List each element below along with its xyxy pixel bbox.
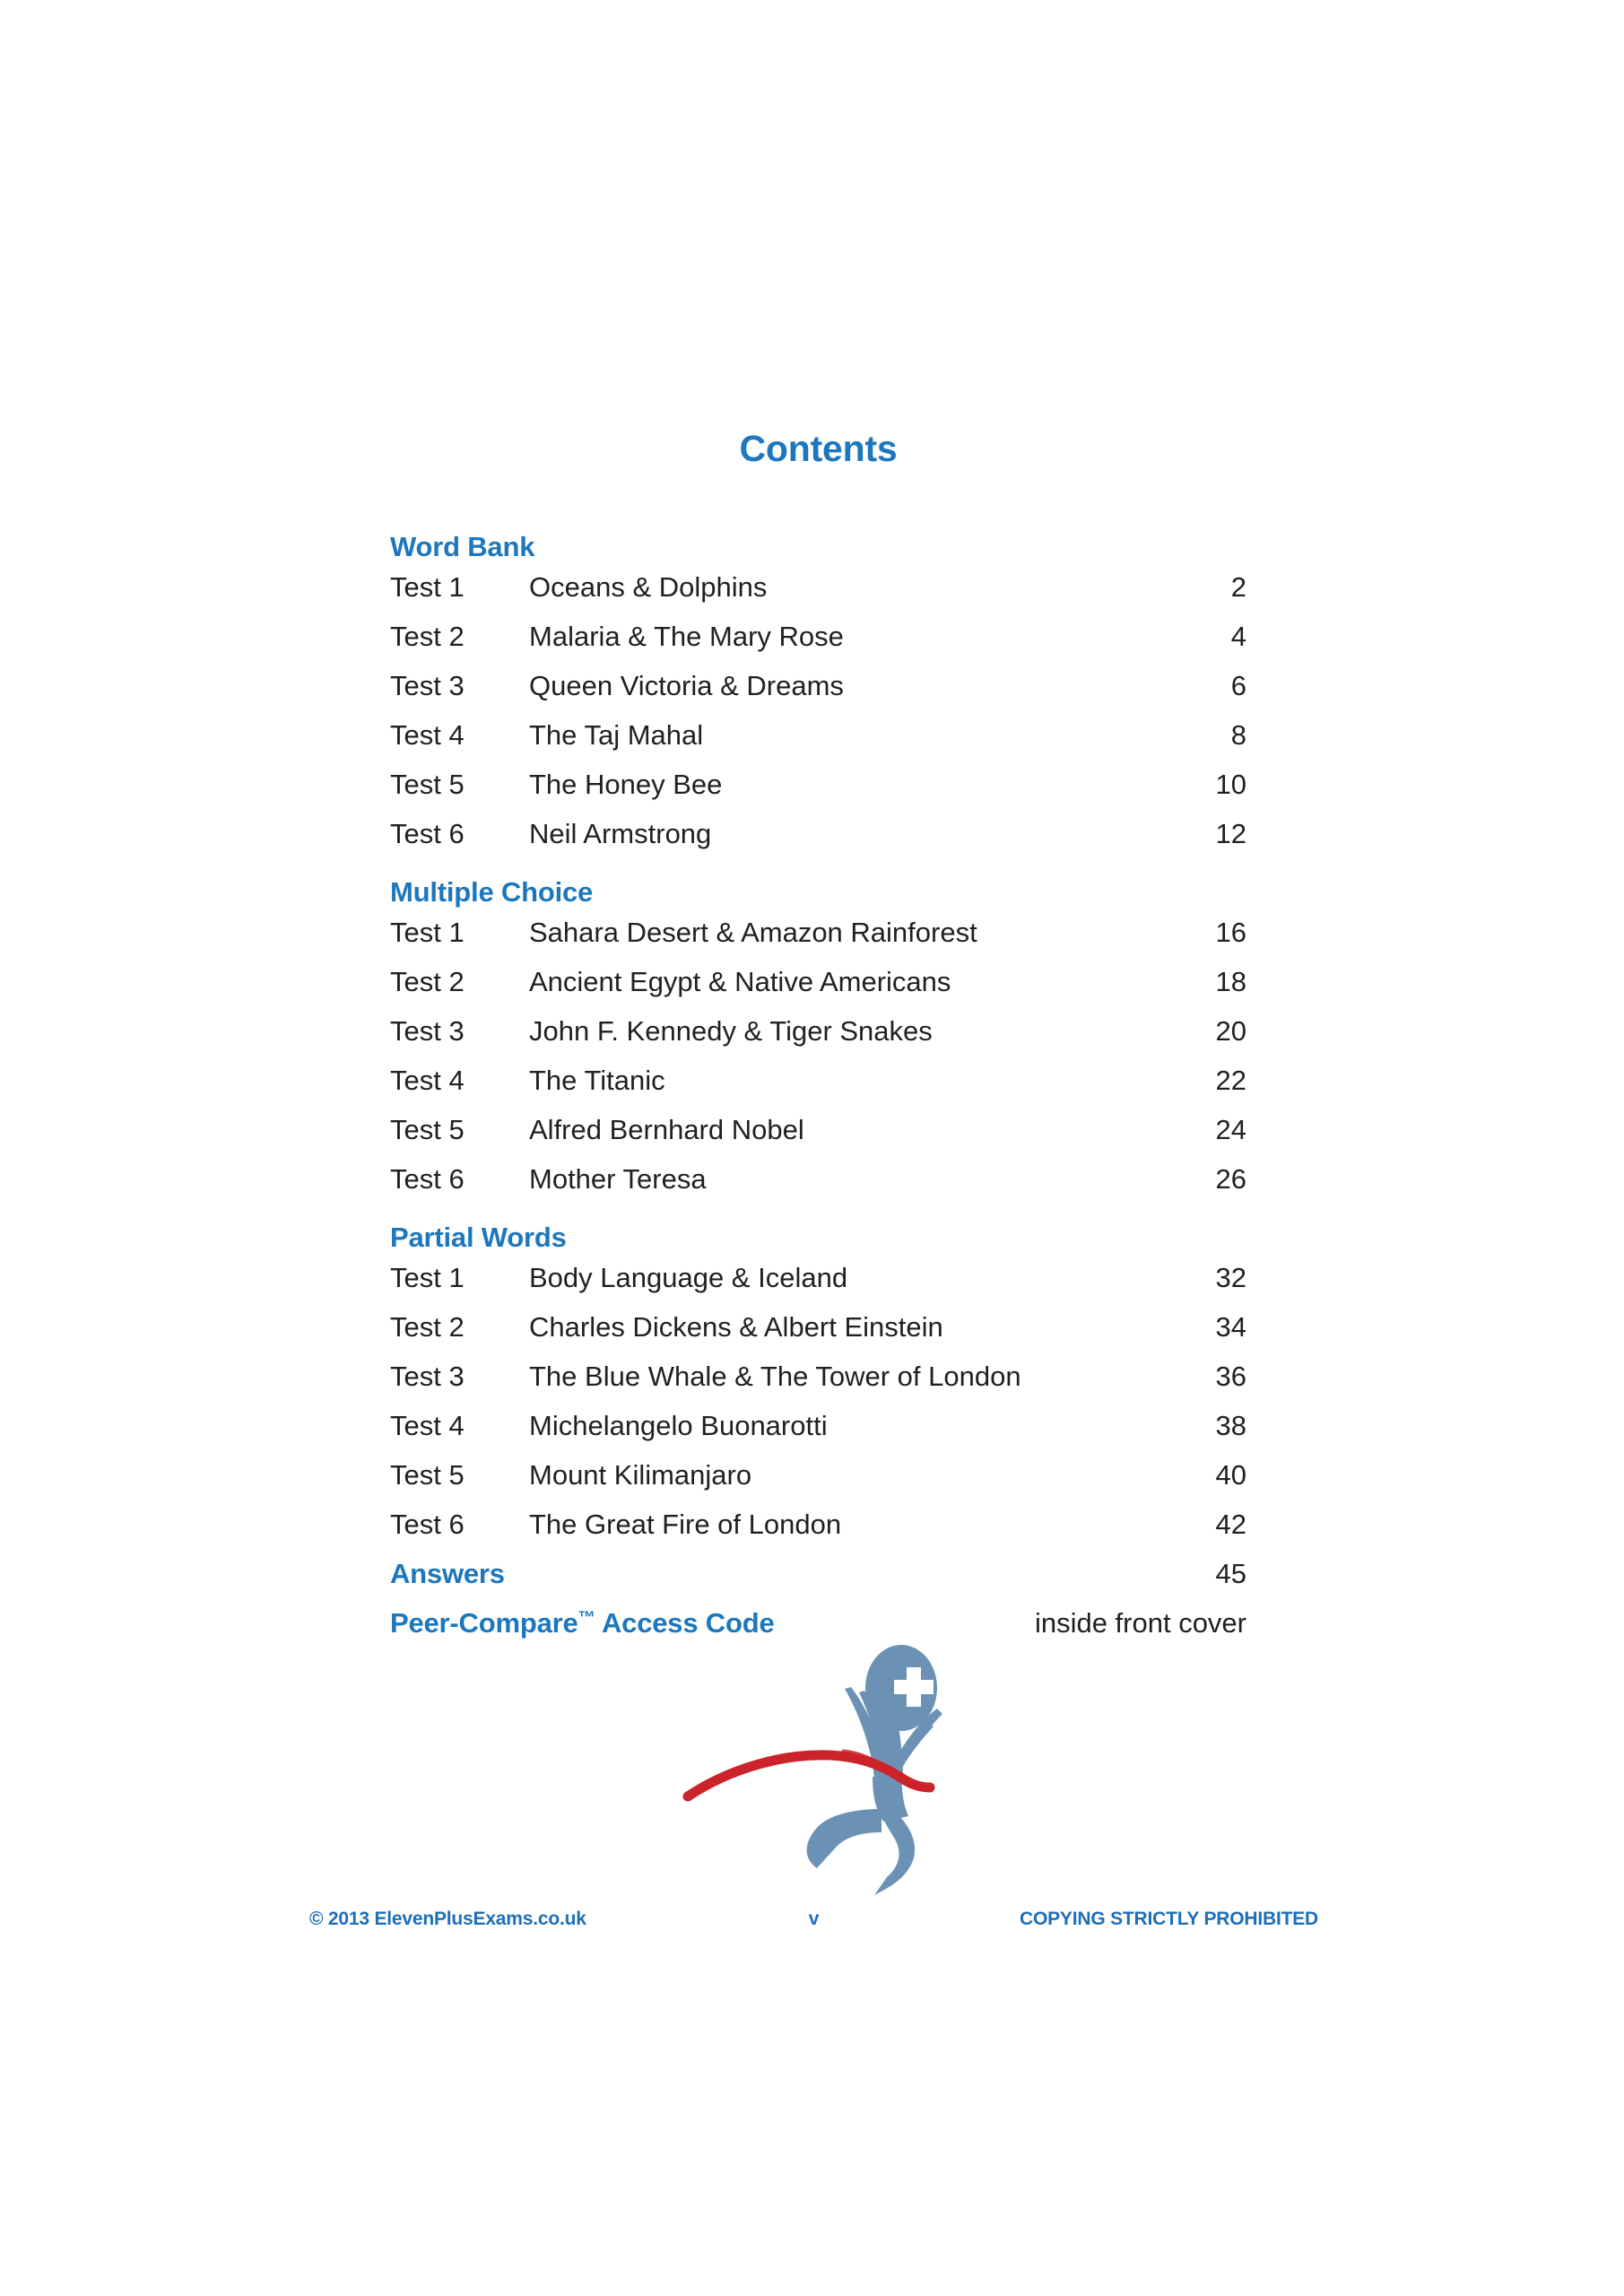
toc-entry-test-label: Test 3	[390, 1361, 465, 1392]
toc-entry-test-label: Test 1	[390, 1262, 465, 1293]
toc-entry-page-number: 42	[1215, 1509, 1246, 1540]
toc-entry-test-label: Test 4	[390, 1410, 465, 1441]
toc-entry-test-label: Test 6	[390, 1163, 465, 1195]
toc-entry[interactable]	[390, 917, 1246, 966]
footer-copy-notice: COPYING STRICTLY PROHIBITED	[1020, 1909, 1318, 1929]
toc-section-heading: Partial Words	[390, 1222, 567, 1253]
toc-entry[interactable]	[390, 1114, 1246, 1163]
toc-entry-title: The Great Fire of London	[529, 1509, 842, 1540]
toc-special-label	[390, 1607, 1035, 1639]
toc-entry-page-number: 10	[1215, 769, 1246, 800]
toc-special-value: 45	[1215, 1558, 1246, 1589]
toc-entry-title: Malaria & The Mary Rose	[529, 621, 844, 652]
toc-entry-title: Neil Armstrong	[529, 818, 712, 849]
toc-entry-page-number: 24	[1215, 1114, 1246, 1145]
toc-entry-test-label: Test 6	[390, 818, 465, 849]
toc-section-heading: Word Bank	[390, 531, 535, 562]
toc-entry-page-number: 26	[1215, 1163, 1246, 1195]
toc-entry-page-number: 32	[1215, 1262, 1246, 1293]
toc-entry-title: Body Language & Iceland	[529, 1262, 848, 1293]
toc-entry[interactable]	[390, 1262, 1246, 1311]
toc-entry-page-number: 36	[1215, 1361, 1246, 1392]
toc-entry-page-number: 38	[1215, 1410, 1246, 1441]
toc-entry-page-number: 34	[1215, 1311, 1246, 1343]
toc-entry-page-number: 12	[1215, 818, 1246, 849]
toc-entry-test-label: Test 5	[390, 1459, 465, 1491]
toc-entry[interactable]	[390, 966, 1246, 1015]
toc-entry-title: The Titanic	[529, 1065, 665, 1096]
toc-entry-title: The Taj Mahal	[529, 719, 704, 751]
toc-entry-title: The Blue Whale & The Tower of London	[529, 1361, 1021, 1392]
table-of-contents	[390, 522, 1246, 1657]
toc-special-value: inside front cover	[1034, 1607, 1246, 1639]
toc-entry-title: Mother Teresa	[529, 1163, 707, 1195]
toc-entry-page-number: 20	[1215, 1015, 1246, 1047]
toc-entry-title: Alfred Bernhard Nobel	[529, 1114, 804, 1145]
toc-entry[interactable]	[390, 1311, 1246, 1361]
toc-entry-page-number: 18	[1215, 966, 1246, 997]
toc-entry[interactable]	[390, 571, 1246, 621]
toc-entry[interactable]	[390, 1065, 1246, 1114]
toc-entry-page-number: 2	[1230, 571, 1246, 603]
toc-entry-title: Oceans & Dolphins	[529, 571, 768, 603]
toc-special-label-text: Answers	[390, 1558, 505, 1589]
toc-entry[interactable]	[390, 818, 1246, 867]
toc-entry[interactable]	[390, 1015, 1246, 1065]
toc-entry[interactable]	[390, 1163, 1246, 1213]
page-footer	[309, 1909, 1318, 1939]
toc-entry[interactable]	[390, 670, 1246, 719]
toc-section-heading: Multiple Choice	[390, 876, 594, 908]
toc-special-label-text: Peer-Compare	[390, 1607, 578, 1639]
toc-entry[interactable]	[390, 1509, 1246, 1558]
toc-entry-title: Queen Victoria & Dreams	[529, 670, 844, 701]
toc-entry[interactable]	[390, 1459, 1246, 1509]
toc-entry-test-label: Test 3	[390, 1015, 465, 1047]
toc-entry-test-label: Test 5	[390, 1114, 465, 1145]
toc-entry-page-number: 40	[1215, 1459, 1246, 1491]
toc-entry-test-label: Test 2	[390, 621, 465, 652]
elevenplusexams-runner-logo	[668, 1637, 964, 1906]
toc-entry-test-label: Test 2	[390, 1311, 465, 1343]
toc-entry-title: John F. Kennedy & Tiger Snakes	[529, 1015, 933, 1047]
toc-entry[interactable]	[390, 719, 1246, 769]
toc-entry[interactable]	[390, 769, 1246, 818]
toc-entry-test-label: Test 6	[390, 1509, 465, 1540]
toc-entry-title: The Honey Bee	[529, 769, 723, 800]
toc-entry-test-label: Test 3	[390, 670, 465, 701]
toc-entry-page-number: 4	[1230, 621, 1246, 652]
toc-entry-title: Ancient Egypt & Native Americans	[529, 966, 951, 997]
page-title: Contents	[739, 428, 898, 469]
toc-special-label	[390, 1558, 1216, 1590]
toc-entry-test-label: Test 1	[390, 917, 465, 948]
logo-front-leg-shape	[807, 1809, 881, 1868]
footer-page-number: v	[808, 1909, 820, 1929]
toc-entry-page-number: 6	[1230, 670, 1246, 701]
toc-special-entry[interactable]	[390, 1558, 1246, 1607]
toc-special-label-suffix: Access Code	[595, 1607, 775, 1639]
toc-entry-test-label: Test 4	[390, 1065, 465, 1096]
toc-entry-page-number: 22	[1215, 1065, 1246, 1096]
toc-entry[interactable]	[390, 1361, 1246, 1410]
toc-entry-test-label: Test 5	[390, 769, 465, 800]
toc-entry-test-label: Test 4	[390, 719, 465, 751]
footer-copyright: © 2013 ElevenPlusExams.co.uk	[309, 1909, 586, 1929]
toc-entry-test-label: Test 1	[390, 571, 465, 603]
toc-entry-page-number: 8	[1230, 719, 1246, 751]
toc-entry-page-number: 16	[1215, 917, 1246, 948]
toc-entry-title: Charles Dickens & Albert Einstein	[529, 1311, 943, 1343]
toc-entry-test-label: Test 2	[390, 966, 465, 997]
toc-entry[interactable]	[390, 1410, 1246, 1459]
trademark-icon: ™	[578, 1608, 595, 1628]
toc-entry[interactable]	[390, 621, 1246, 670]
toc-entry-title: Michelangelo Buonarotti	[529, 1410, 828, 1441]
toc-entry-title: Mount Kilimanjaro	[529, 1459, 752, 1491]
toc-entry-title: Sahara Desert & Amazon Rainforest	[529, 917, 977, 948]
